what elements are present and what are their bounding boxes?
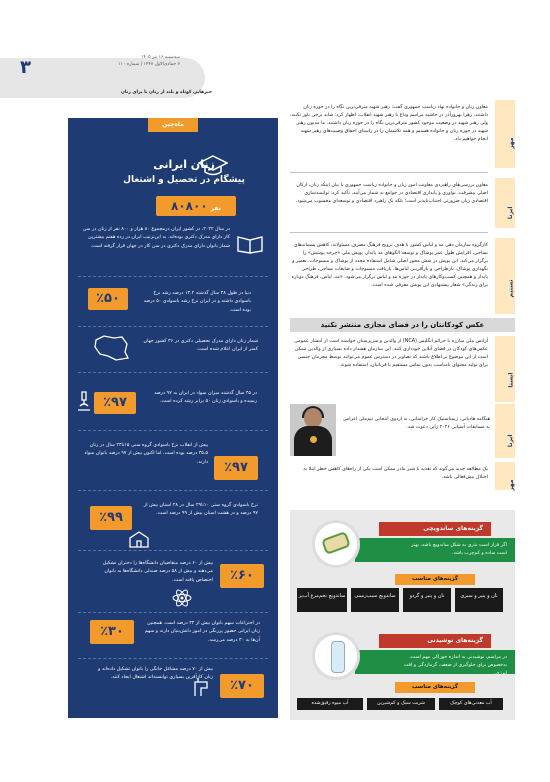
- source-label: مهر: [507, 137, 515, 149]
- news-item: [290, 178, 515, 228]
- drinks-option: آب معدنی‌های کوچک: [439, 698, 503, 710]
- sandwich-option: ساندویچ سیب‌زمینی: [351, 588, 399, 612]
- news-text: هنگامه هادیانی، ژیمناستیک کار خراسانی، به اردوی انتخابی تیم‌ملی اعزامی به مسابقات آسیایی ۲۰۲۶ ژاپن دعوت شد.: [342, 417, 490, 430]
- sewing-icon: [192, 676, 210, 698]
- infographic-title-1: زنان ایرانی: [153, 158, 215, 171]
- infographic: [68, 118, 278, 718]
- infographic-title: [104, 158, 264, 185]
- source-label: تسنیم: [507, 279, 515, 298]
- infographic-badge: ماه‌چین: [148, 118, 198, 132]
- iran-map-icon: [92, 334, 130, 362]
- drinks-body: در مراسم، نوشیدنی به اندازه خوراکی مهم است، به‌خصوص برای جلوگیری از ضعف، گرمازدگی و افت انرژی.: [355, 650, 515, 674]
- sandwich-option: ساندویچ تخم‌مرغ آب‌پز: [297, 588, 347, 612]
- source-tag: [495, 178, 515, 228]
- source-tag: [495, 404, 515, 458]
- source-tag: [495, 100, 515, 168]
- infographic-title-2: پیشگام در تحصیل و اشتغال: [123, 175, 245, 185]
- stat-text-2: شمار زنان دارای مدرک تحصیلی دکتری در ۳۶ کشور جهان کمتر از ایران اعلام شده است.: [143, 339, 258, 353]
- sandwich-icon: [312, 520, 360, 568]
- stat-text-8: بیش از ۷۰ درصد مشاغل خانگی را بانوان تشکیل داده‌اند و زنان کارآفرین بسیاری توانسته‌اند اشتغال ایجاد کنند.: [98, 667, 213, 681]
- page-header: [0, 40, 550, 100]
- drinks-options-title: گزینه‌های مناسب: [395, 682, 475, 693]
- news-item: [290, 100, 515, 168]
- section-kicker: خبرهایی کوتاه و بلند از زنان یا برای زنان: [121, 90, 212, 95]
- sandwich-options-title: گزینه‌های مناسب: [395, 574, 475, 585]
- school-icon: [128, 530, 150, 548]
- source-label: مهر: [507, 479, 515, 491]
- divider: [78, 612, 268, 613]
- sandwich-option: نان و پنیر و گردو: [403, 588, 451, 612]
- stat-text-3: در ۴۵ سال گذشته میزان سواد در ایران به ۹۷ درصد رسیده و باسوادی زنان ۵۰ برابر رشد کرده است.: [154, 391, 257, 405]
- news-item: [290, 462, 515, 490]
- source-tag: [495, 462, 515, 490]
- news-text: آژانس ملی مبارزه با جرائم انگلیس (NCA) از والدین و سرپرستان خواسته است از انتشار عمومی عکس‌های کودکان در فضای آنلاین خودداری کنند. این سازمان هشدار داده بسیاری از والدین ممکن است از این موضوع بی‌اطلاع باشند که تصاویر در دسترس عموم می‌توانند توسط مجرمان جنسی برای تولید محتوای نامناسب بدون تماس مستقیم با قربانیان، استفاده شوند.: [294, 339, 488, 368]
- news-text: کارگروه سازمان دهی مد و لباس کشور با هدف ترویج فرهنگ مصرف مسئولانه، کاهش پسماندهای نساجی، افزایش طول عمر پوشاک و توسعه الگوهای مد پایدار، پویش ملی «چرخه پوشش» را برگزار می‌کند. این پویش در شش محور اصلی شامل استفاده مجدد از پوشاک و منسوجات، تعمیر و نگهداری پوشاک، بازطراحی و بازآفرینی لباس‌ها، بازیافت منسوجات و ضایعات نساجی، طراحی پایدار و همچنین کسب‌وکارهای پایدار در حوزه مد و لباس برگزار می‌شود. «مد، لباس، فرهنگ دوباره برای زندگی» شعار پیشنهادی این پویش معرفی شده است.: [291, 243, 488, 288]
- drinks-option: شربت سبک و کم‌شیرین: [367, 698, 435, 710]
- divider: [78, 326, 268, 327]
- sandwich-option: نان و پنیر و سبزی: [455, 588, 503, 612]
- stat-text-0: در سال ۲۰۲۲، در کشور ایران درمجموع ۸۰ هزار و ۸۰۰ نفر از زنان در سن کار دارای مدرک دکتری بوده‌اند. به این‌ترتیب ایران در رده هفتم بیشترین شمار بانوان دارای مدرک دکتری در سن کار در جهان قرار گرفته است.: [82, 227, 230, 249]
- stat-value-6: ٪۶۰: [220, 564, 264, 588]
- book-icon: [236, 234, 264, 254]
- medal-icon: [310, 436, 317, 443]
- microscope-icon: [76, 390, 92, 412]
- stat-value-1: ٪۵۰: [88, 288, 128, 310]
- date-line: [60, 54, 180, 68]
- source-label: ایرنا: [507, 206, 515, 220]
- stat-unit-0: نفر: [210, 205, 221, 212]
- divider: [78, 372, 268, 373]
- divider: [78, 550, 268, 551]
- news-item: [290, 336, 515, 402]
- source-tag: [495, 336, 515, 402]
- stat-value-4: ٪۹۷: [214, 456, 258, 480]
- divider: [78, 276, 268, 277]
- date-line-1: سه‌شنبه ۱۶ تیر ۱۴۰۵: [141, 55, 180, 60]
- stat-text-6: بیش از ۶۰ درصد متقاضیان دانشگاه‌ها را دختران تشکیل می‌دهند و بیش از ۵۸ درصد صندلی دانشگاه‌ها به بانوان اختصاص یافته است.: [102, 561, 213, 583]
- atom-icon: [172, 588, 192, 608]
- stat-value-3: ٪۹۷: [94, 392, 136, 414]
- stat-text-7: در اختراعات سهم بانوان بیش از ۳۴ درصد است. همچنین زنان ایرانی حضور پررنگی در امور دانش‌بنیان دارند و سهم آن‌ها به ۳۰ درصد می‌رسد.: [144, 621, 260, 643]
- athlete-photo: [290, 404, 336, 456]
- news-text: معاون زنان و خانواده نهاد ریاست جمهوری گفت: رهبر شهید مترقی‌ترین نگاه را در حوزه زنان داشتند. زهرا بهروزآذر در حاشیه مراسم وداع با رهبر شهید انقلاب، اظهار کرد: شاید برخی باور نکنند، ولی رهبر شهید در وضعیت موجود کشور مترقی‌ترین نگاه را در حوزه زنان داشتند. ما مدیون رهبر شهید در حوزه زنان و خانواده هستیم و همه تلاشمان را در راستای احقاق وصیت‌های رهبر شهید انجام خواهیم داد.: [289, 105, 488, 142]
- divider: [290, 232, 488, 233]
- drinks-title: گزینه‌های نوشیدنی: [379, 634, 491, 648]
- divider: [78, 490, 268, 491]
- page-number: ۳: [20, 57, 31, 78]
- divider: [78, 430, 268, 431]
- divider: [78, 658, 268, 659]
- stat-value-0: [156, 196, 236, 216]
- nutrition-tips-box: [290, 510, 515, 720]
- stat-value-5: ٪۹۹: [90, 506, 132, 530]
- stat-text-5: نرخ باسوادی گروه سنی ۱۰تا۲۹ سال در ۲۸ استان بیش از ۹۷ درصد و در هشت استان بیش از ۹۹ درصد است.: [143, 503, 258, 517]
- date-line-2: ۷ جمادی‌الاول ۱۴۴۷ | شماره ۱۱۰: [118, 62, 180, 67]
- water-bottle-icon: [312, 632, 360, 680]
- source-label: ایسنا: [507, 372, 515, 388]
- photo-story-title: عکس کودکانتان را در فضای مجازی منتشر نکنید: [290, 318, 515, 332]
- source-tag: [495, 238, 515, 314]
- sandwich-title: گزینه‌های ساندویچی: [379, 522, 491, 536]
- source-label: ایرنا: [507, 434, 515, 448]
- sandwich-body: اگر قرار است نذری به شکل ساندویچ باشد، بهتر است ساده و کم‌چرب باشد.: [355, 538, 515, 562]
- news-text: معاون بررسی‌های راهبردی معاونت امور زنان و خانواده ریاست جمهوری با بیان اینکه زنان، ارکان اصلی پیشرفت، نوآوری و پایداری اقتصادی در جوامع به شمار می‌آیند، تأکید کرد: توانمندسازی اقتصادی زنان ضرورتی اجتناب‌ناپذیر است؛ بلکه یک راهبرد اقتصادی و توسعه‌ای محسوب می‌شود.: [295, 183, 488, 204]
- stat-value-0-text: ۸۰۸۰۰: [171, 199, 208, 213]
- drinks-option: آب میوه رقیق‌شده: [297, 698, 363, 710]
- news-text: یک مطالعه جدید می‌گوید که تغذیه با شیر مادر ممکن است یکی از راه‌های کاهش خطر ابتلا به اختلال بیش‌فعالی باشد.: [303, 467, 488, 480]
- stat-text-1: دنیا در طول ۳۸ سال گذشته ۱۳.۲ درصد رشد نرخ باسوادی داشته و در ایران نرخ رشد باسوادی ۵۰ درصد بوده است.: [143, 291, 251, 313]
- stat-value-7: ٪۳۰: [90, 620, 134, 644]
- news-item-athlete: [290, 404, 515, 458]
- stat-value-8: ٪۷۰: [220, 674, 264, 698]
- divider: [290, 172, 488, 173]
- stat-text-4: پیش از انقلاب نرخ باسوادی گروه سنی ۱۵تا۲۴ سال در زنان ۳۵.۵ درصد بوده است، اما اکنون بیش از ۹۷ درصد بانوان سواد دارند.: [84, 443, 208, 465]
- news-item: [290, 238, 515, 314]
